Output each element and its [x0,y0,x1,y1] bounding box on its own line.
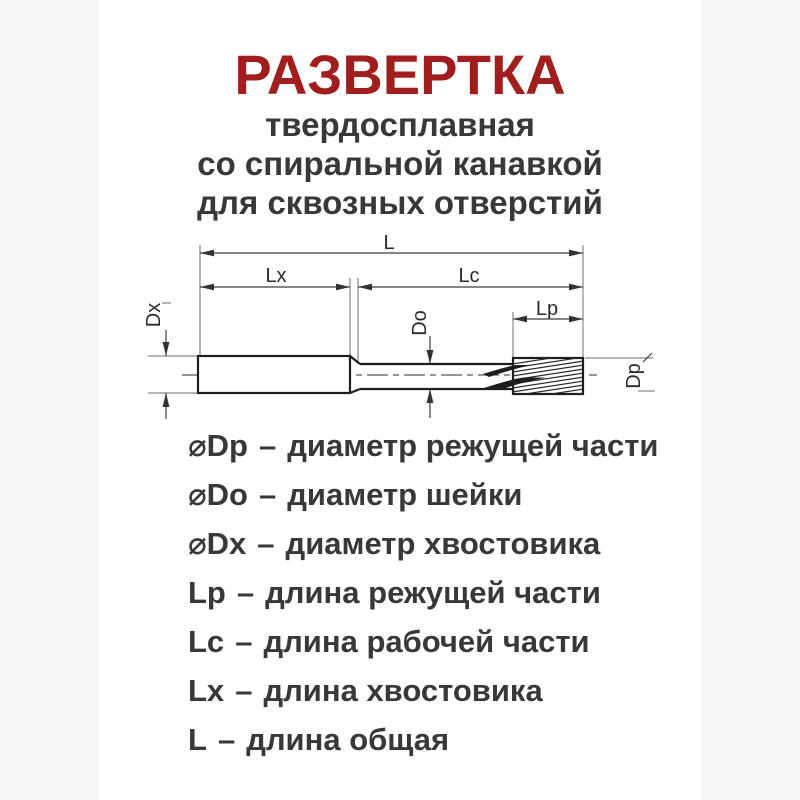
page-title: РАЗВЕРТКА [234,43,566,106]
legend-separator: – [235,623,253,659]
legend-separator: – [259,427,277,463]
legend-symbol: Lp [188,574,226,610]
legend-separator: – [217,721,236,757]
chamfer-bottom [350,389,360,393]
legend-separator: – [235,672,253,708]
legend-symbol: ⌀Do [188,476,248,512]
legend-description: длина режущей части [265,574,601,610]
dim-label-lx: Lx [265,265,287,287]
subtitle-line-1: твердосплавная [265,106,535,143]
shank [198,356,350,393]
dim-label-lc: Lc [458,265,480,287]
legend-symbol: L [188,721,207,757]
dim-label-dp: Dp [623,363,645,389]
legend-description: диаметр шейки [287,476,523,512]
legend-symbol: ⌀Dx [188,525,247,561]
legend-symbol: ⌀Dp [188,427,248,463]
legend-separator: – [257,525,275,561]
subtitle-block [0,105,800,222]
legend-symbol: Lx [188,672,225,708]
legend-item-dp [188,421,690,470]
dim-label-dx: Dx [143,302,165,328]
legend-item-lp [188,568,690,617]
legend-description: диаметр хвостовика [285,525,601,561]
legend-description: длина хвостовика [263,672,543,708]
legend-symbol: Lc [188,623,225,659]
legend-item-do [188,470,690,519]
dim-label-lp: Lp [535,298,559,320]
legend-separator: – [236,574,255,610]
dim-label-l: L [383,232,395,254]
legend-item-dx [188,519,690,568]
legend-item-lc [188,617,690,666]
reamer-technical-drawing [0,230,800,430]
legend-item-lx [188,666,690,715]
legend-description: длина рабочей части [263,623,590,659]
legend [188,421,690,764]
subtitle-line-3: для сквозных отверстий [197,184,603,221]
legend-item-l [188,715,690,764]
legend-separator: – [259,476,277,512]
legend-description: диаметр режущей части [287,427,659,463]
subtitle-line-2: со спиральной канавкой [197,145,603,182]
legend-description: длина общая [246,721,450,757]
dim-label-do: Do [409,310,431,336]
cutting-part [513,358,583,394]
